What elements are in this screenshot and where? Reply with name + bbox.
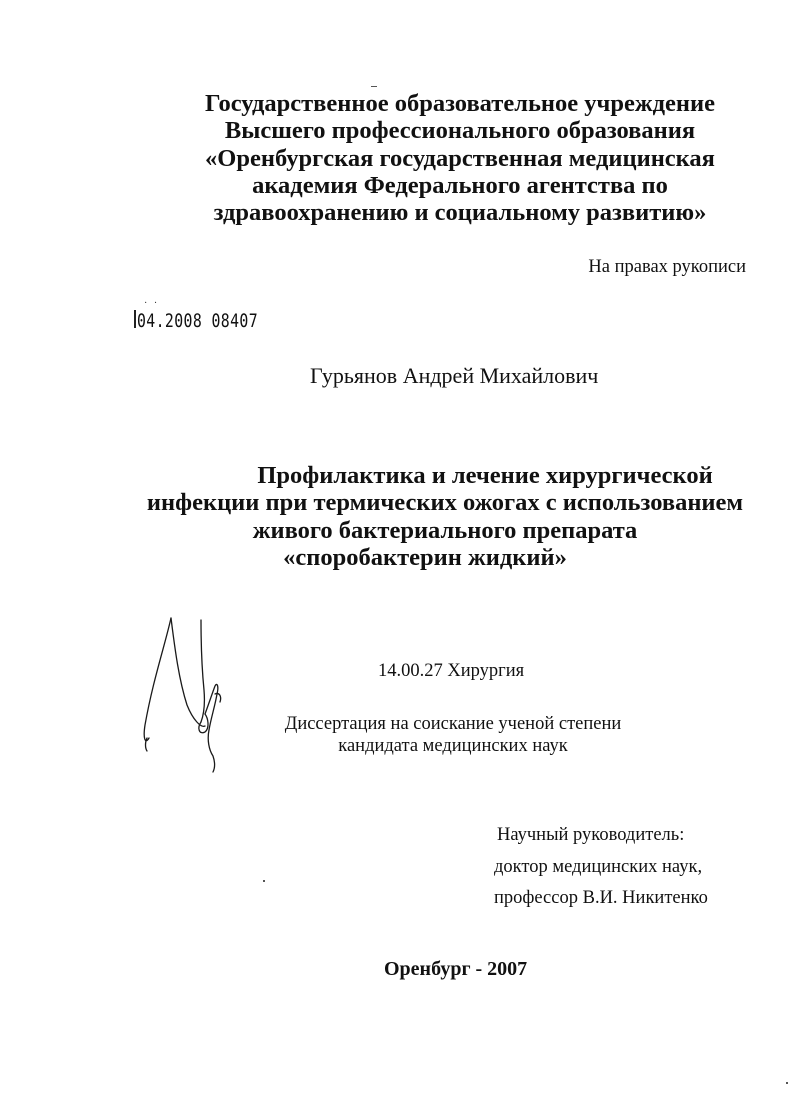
degree-line: кандидата медицинских наук	[338, 736, 568, 756]
institution-line: «Оренбургская государственная медицинская	[205, 144, 715, 172]
institution-line: здравоохранению и социальному развитию»	[213, 199, 707, 227]
degree-line: Диссертация на соискание ученой степени	[284, 714, 622, 734]
rights-note: На правах рукописи	[588, 257, 746, 277]
institution-line: Государственное образовательное учреждение	[205, 90, 715, 117]
scan-speck	[263, 880, 265, 882]
supervisor-line: Научный руководитель:	[497, 825, 685, 845]
title-line: живого бактериального препарата	[252, 516, 638, 544]
author-name: Гурьянов Андрей Михайлович	[310, 363, 599, 388]
scan-speck	[786, 1082, 788, 1084]
institution-header	[130, 90, 790, 226]
stamp-dots: · ·	[144, 298, 160, 309]
title-line: «споробактерин жидкий»	[283, 543, 567, 571]
city-year: Оренбург - 2007	[384, 958, 528, 980]
handwritten-signature-icon	[135, 610, 235, 775]
title-line: инфекции при термических ожогах с использованием	[146, 489, 744, 517]
scan-speck	[371, 86, 377, 87]
supervisor-block	[494, 820, 708, 915]
title-line: Профилактика и лечение хирургической	[257, 462, 713, 489]
institution-line: Высшего профессионального образования	[224, 117, 696, 145]
supervisor-line: профессор В.И. Никитенко	[494, 888, 708, 908]
scan-mark	[134, 310, 136, 328]
supervisor-line: доктор медицинских наук,	[494, 856, 703, 877]
dissertation-title	[140, 462, 750, 571]
specialty-code: 14.00.27 Хирургия	[378, 661, 525, 681]
degree-statement	[258, 713, 648, 757]
registration-stamp: 04.2008 08407	[137, 310, 259, 332]
institution-line: академия Федерального агентства по	[252, 171, 668, 199]
